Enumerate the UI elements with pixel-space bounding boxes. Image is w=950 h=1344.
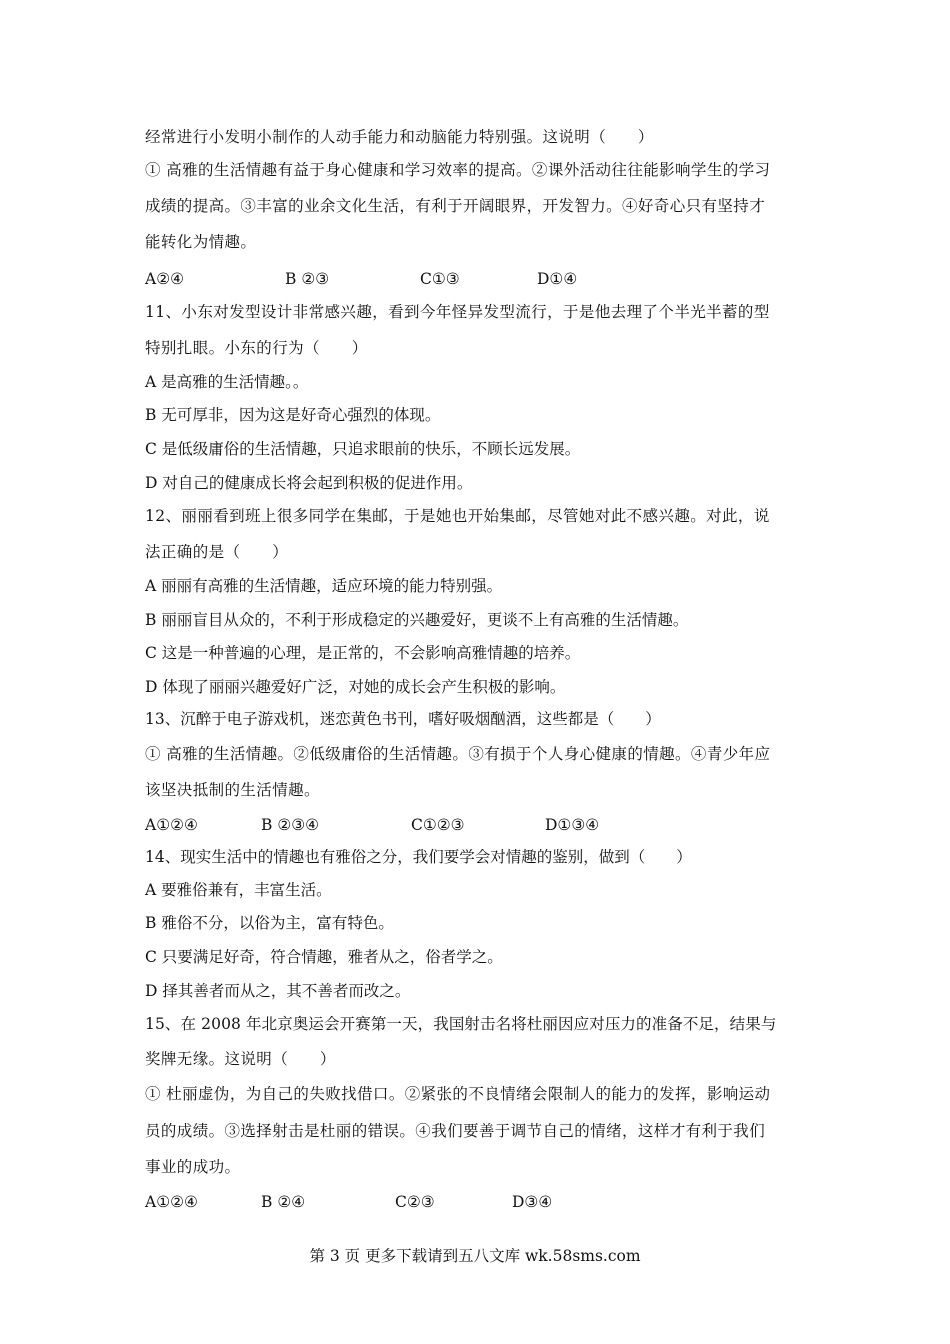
q13-stem-line: 13、沉醉于电子游戏机，迷恋黄色书刊，嗜好吸烟酗酒，这些都是（ ） <box>145 710 661 728</box>
q10-option-a: A②④ <box>145 270 184 288</box>
q14-option-c: C 只要满足好奇，符合情趣，雅者从之，俗者学之。 <box>145 948 503 966</box>
q10-option-d: D①④ <box>537 270 578 288</box>
q12-option-b: B 丽丽盲目从众的，不利于形成稳定的兴趣爱好，更谈不上有高雅的生活情趣。 <box>145 611 689 629</box>
q13-option-d: D①③④ <box>545 816 600 834</box>
q15-statements-line: ① 杜丽虚伪，为自己的失败找借口。②紧张的不良情绪会限制人的能力的发挥，影响运动 <box>145 1085 771 1103</box>
q14-option-a: A 要雅俗兼有，丰富生活。 <box>145 881 332 899</box>
q14-stem-line: 14、现实生活中的情趣也有雅俗之分，我们要学会对情趣的鉴别，做到（ ） <box>145 848 692 866</box>
q14-option-b: B 雅俗不分，以俗为主，富有特色。 <box>145 914 394 932</box>
q15-statements-line: 事业的成功。 <box>145 1158 241 1176</box>
q14-option-d: D 择其善者而从之，其不善者而改之。 <box>145 982 411 1000</box>
q12-stem-line: 12、丽丽看到班上很多同学在集邮，于是她也开始集邮，尽管她对此不感兴趣。对此，说 <box>145 507 770 525</box>
q11-option-c: C 是低级庸俗的生活情趣，只追求眼前的快乐，不顾长远发展。 <box>145 440 581 458</box>
q10-option-c: C①③ <box>420 270 460 288</box>
q15-option-a: A①②④ <box>145 1193 198 1211</box>
q12-option-c: C 这是一种普遍的心理，是正常的，不会影响高雅情趣的培养。 <box>145 644 581 662</box>
q12-option-a: A 丽丽有高雅的生活情趣，适应环境的能力特别强。 <box>145 577 503 595</box>
q13-option-a: A①②④ <box>145 816 198 834</box>
q15-stem-line: 15、在 2008 年北京奥运会开赛第一天，我国射击名将杜丽因应对压力的准备不足，结果与 <box>145 1015 777 1033</box>
q11-stem-line: 特别扎眼。小东的行为（ ） <box>145 339 368 357</box>
q11-option-d: D 对自己的健康成长将会起到积极的促进作用。 <box>145 474 473 492</box>
q10-statements-line: ① 高雅的生活情趣有益于身心健康和学习效率的提高。②课外活动往往能影响学生的学习 <box>145 161 771 179</box>
q15-option-d: D③④ <box>512 1193 553 1211</box>
q13-statements-line: ① 高雅的生活情趣。②低级庸俗的生活情趣。③有损于个人身心健康的情趣。④青少年应 <box>145 745 771 763</box>
q10-option-b: B ②③ <box>285 270 330 288</box>
q15-statements-line: 员的成绩。③选择射击是杜丽的错误。④我们要善于调节自己的情绪，这样才有利于我们 <box>145 1122 766 1140</box>
q15-option-b: B ②④ <box>261 1193 306 1211</box>
q13-statements-line: 该坚决抵制的生活情趣。 <box>145 781 320 799</box>
q13-option-c: C①②③ <box>411 816 465 834</box>
q12-option-d: D 体现了丽丽兴趣爱好广泛，对她的成长会产生积极的影响。 <box>145 678 566 696</box>
q11-option-b: B 无可厚非，因为这是好奇心强烈的体现。 <box>145 406 441 424</box>
q12-stem-line: 法正确的是（ ） <box>145 543 289 561</box>
q11-stem-line: 11、小东对发型设计非常感兴趣，看到今年怪异发型流行，于是他去理了个半光半蓄的型 <box>145 303 770 321</box>
page-footer: 第 3 页 更多下载请到五八文库 wk.58sms.com <box>309 1247 641 1265</box>
q10-stem-line: 经常进行小发明小制作的人动手能力和动脑能力特别强。这说明（ ） <box>145 128 654 146</box>
q13-option-b: B ②③④ <box>261 816 320 834</box>
q10-statements-line: 能转化为情趣。 <box>145 233 257 251</box>
q11-option-a: A 是高雅的生活情趣。。 <box>145 373 309 391</box>
q15-stem-line: 奖牌无缘。这说明（ ） <box>145 1050 336 1068</box>
q10-statements-line: 成绩的提高。③丰富的业余文化生活，有利于开阔眼界，开发智力。④好奇心只有坚持才 <box>145 197 766 215</box>
q15-option-c: C②③ <box>395 1193 435 1211</box>
